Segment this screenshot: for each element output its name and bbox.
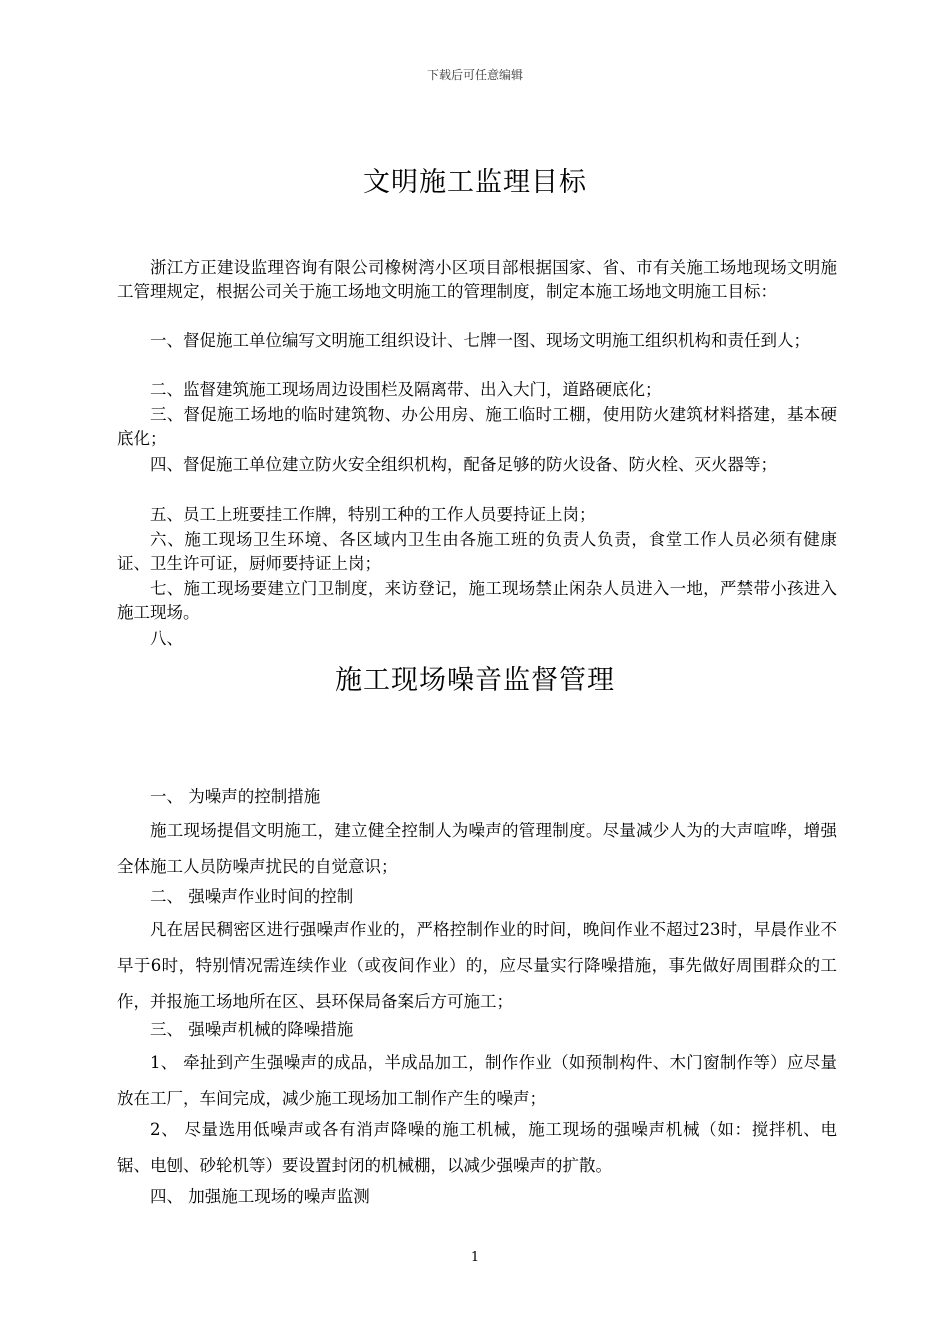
paragraph: 一、督促施工单位编写文明施工组织设计、七牌一图、现场文明施工组织机构和责任到人； xyxy=(150,331,810,350)
paragraph: 凡在居民稠密区进行强噪声作业的，严格控制作业的时间，晚间作业不超过23时，早晨作业不早于6时，特别情况需连续作业（或夜间作业）的，应尽量实行降噪措施，事先做好周围群众的工作，并报施工场地所在区、县环保局备案后方可施工； xyxy=(117,920,837,1011)
paragraph: 六、施工现场卫生环境、各区域内卫生由各施工班的负责人负责，食堂工作人员必须有健康证、卫生许可证，厨师要持证上岗； xyxy=(117,530,837,573)
paragraph: 七、施工现场要建立门卫制度，来访登记，施工现场禁止闲杂人员进入一地，严禁带小孩进入施工现场。 xyxy=(117,579,837,622)
paragraph: 二、 强噪声作业时间的控制 xyxy=(150,887,354,906)
paragraph: 浙江方正建设监理咨询有限公司橡树湾小区项目部根据国家、省、市有关施工场地现场文明施工管理规定，根据公司关于施工场地文明施工的管理制度，制定本施工场地文明施工目标： xyxy=(117,258,837,301)
paragraph: 一、 为噪声的控制措施 xyxy=(150,787,321,806)
paragraph: 四、 加强施工现场的噪声监测 xyxy=(150,1187,370,1206)
paragraph: 三、督促施工场地的临时建筑物、办公用房、施工临时工棚，使用防火建筑材料搭建，基本硬底化； xyxy=(117,405,837,448)
page-number: 1 xyxy=(470,1250,480,1265)
paragraph: 施工现场提倡文明施工，建立健全控制人为噪声的管理制度。尽量减少人为的大声喧哗，增强全体施工人员防噪声扰民的自觉意识； xyxy=(117,821,837,876)
section2-title: 施工现场噪音监督管理 xyxy=(335,665,615,696)
paragraph: 1、 牵扯到产生强噪声的成品，半成品加工，制作作业（如预制构件、木门窗制作等）应尽量放在工厂，车间完成，减少施工现场加工制作产生的噪声； xyxy=(117,1053,837,1108)
paragraph: 八、 xyxy=(150,629,183,648)
paragraph: 2、 尽量选用低噪声或各有消声降噪的施工机械，施工现场的强噪声机械（如：搅拌机、电锯、电刨、砂轮机等）要设置封闭的机械棚，以减少强噪声的扩散。 xyxy=(117,1120,837,1175)
header-note: 下载后可任意编辑 xyxy=(426,68,523,82)
section1-title: 文明施工监理目标 xyxy=(363,167,587,198)
paragraph: 二、监督建筑施工现场周边设围栏及隔离带、出入大门，道路硬底化； xyxy=(150,380,662,399)
paragraph: 四、督促施工单位建立防火安全组织机构，配备足够的防火设备、防火栓、灭火器等； xyxy=(150,455,777,474)
paragraph: 五、员工上班要挂工作牌，特别工种的工作人员要持证上岗； xyxy=(150,505,596,524)
paragraph: 三、 强噪声机械的降噪措施 xyxy=(150,1020,354,1039)
